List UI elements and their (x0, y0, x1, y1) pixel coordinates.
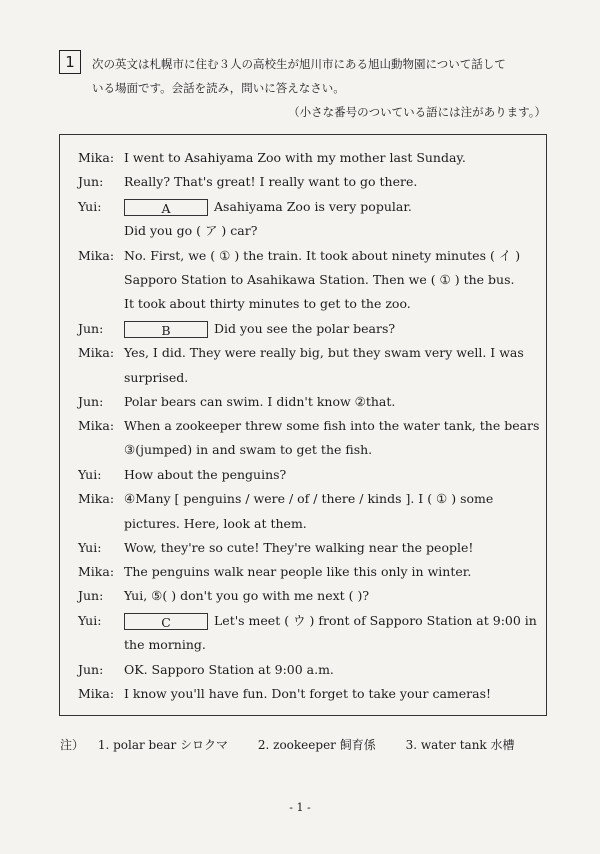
dialogue-frame (59, 134, 547, 716)
utterance: surprised. (124, 370, 189, 385)
speaker: Mika: (78, 564, 115, 579)
speaker: Jun: (78, 321, 104, 336)
utterance: The penguins walk near people like this only in winter. (124, 564, 472, 579)
speaker: Mika: (78, 248, 115, 263)
utterance: Yui, ⑤( ) don't you go with me next ( )? (124, 588, 370, 603)
speaker: Yui: (78, 467, 102, 482)
footnote-water-tank: 3. water tank 水槽 (405, 738, 515, 752)
utterance: Asahiyama Zoo is very popular. (214, 199, 412, 214)
utterance: Polar bears can swim. I didn't know ②that. (124, 394, 396, 409)
speaker: Mika: (78, 686, 115, 701)
utterance: pictures. Here, look at them. (124, 516, 307, 531)
footnote-lead: 注） (60, 738, 85, 752)
instructions-note: （小さな番号のついている語には注があります。） (288, 105, 546, 119)
utterance: Let's meet ( ウ ) front of Sapporo Station at 9:00 in (214, 613, 537, 628)
utterance: I know you'll have fun. Don't forget to take your cameras! (124, 686, 492, 701)
utterance: Did you go ( ア ) car? (124, 223, 258, 238)
footnotes (60, 736, 541, 753)
instructions-line-1: 次の英文は札幌市に住む３人の高校生が旭川市にある旭山動物園について話して (92, 57, 506, 71)
utterance: ③(jumped) in and swam to get the fish. (124, 442, 373, 457)
speaker: Yui: (78, 613, 102, 628)
utterance: How about the penguins? (124, 467, 287, 482)
footnote-polar-bear: 1. polar bear シロクマ (97, 738, 229, 752)
utterance: When a zookeeper threw some fish into the water tank, the bears (124, 418, 540, 433)
utterance: the morning. (124, 637, 206, 652)
page-number: - 1 - (289, 801, 311, 814)
utterance: Yes, I did. They were really big, but they swam very well. I was (124, 345, 524, 360)
question-number: 1 (59, 50, 81, 74)
speaker: Mika: (78, 150, 115, 165)
footnote-zookeeper: 2. zookeeper 飼育係 (257, 738, 376, 752)
utterance: OK. Sapporo Station at 9:00 a.m. (124, 662, 334, 677)
utterance: Sapporo Station to Asahikawa Station. Then we ( ① ) the bus. (124, 272, 515, 287)
utterance: I went to Asahiyama Zoo with my mother last Sunday. (124, 150, 466, 165)
utterance: Did you see the polar bears? (214, 321, 396, 336)
blank-box-a: A (124, 199, 208, 216)
speaker: Jun: (78, 394, 104, 409)
speaker: Mika: (78, 418, 115, 433)
speaker: Mika: (78, 345, 115, 360)
speaker: Jun: (78, 174, 104, 189)
speaker: Jun: (78, 662, 104, 677)
speaker: Yui: (78, 540, 102, 555)
utterance: Wow, they're so cute! They're walking near the people! (124, 540, 474, 555)
utterance: ④Many [ penguins / were / of / there / kinds ]. I ( ① ) some (124, 491, 494, 506)
blank-box-b: B (124, 321, 208, 338)
blank-box-c: C (124, 613, 208, 630)
instructions-line-2: いる場面です。会話を読み，問いに答えなさい。 (92, 81, 345, 95)
utterance: Really? That's great! I really want to go there. (124, 174, 418, 189)
speaker: Mika: (78, 491, 115, 506)
instructions (92, 52, 552, 124)
speaker: Yui: (78, 199, 102, 214)
utterance: It took about thirty minutes to get to the zoo. (124, 296, 411, 311)
speaker: Jun: (78, 588, 104, 603)
utterance: No. First, we ( ① ) the train. It took about ninety minutes ( イ ) (124, 248, 521, 263)
